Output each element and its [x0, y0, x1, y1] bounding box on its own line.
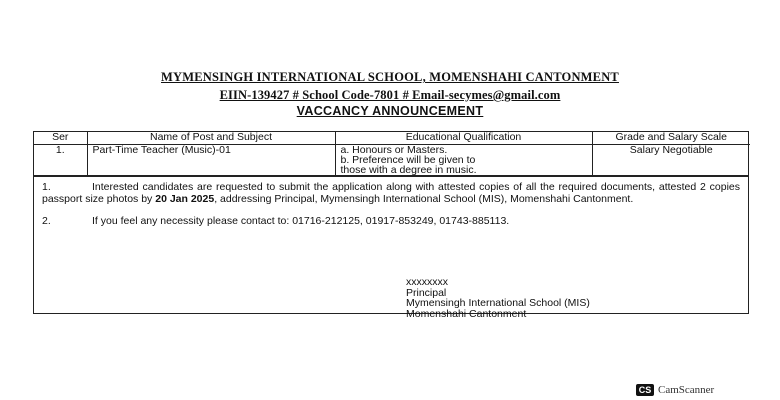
school-name-heading: MYMENSINGH INTERNATIONAL SCHOOL, MOMENSHAHI CANTONMENT [161, 70, 619, 84]
cell-qualification [335, 145, 592, 176]
qualification-b-line2: those with a degree in music. [340, 164, 477, 176]
signature-role: Principal [406, 286, 447, 299]
qualification-b-line1: b. Preference will be given to [340, 154, 476, 166]
camscanner-text: CamScanner [658, 384, 715, 396]
cell-grade: Salary Negotiable [592, 145, 750, 176]
header-qualification: Educational Qualification [335, 132, 592, 145]
signature-name: xxxxxxxx [406, 276, 448, 288]
announcement-title: VACCANCY ANNOUNCEMENT [296, 104, 484, 118]
signature-place: Momenshahi Cantonment [406, 307, 527, 320]
camscanner-watermark [636, 384, 714, 396]
signature-org: Mymensingh International School (MIS) [406, 297, 590, 309]
qualification-a: a. Honours or Masters. [340, 144, 448, 156]
cell-post: Part-Time Teacher (Music)-01 [87, 145, 335, 176]
table-row [34, 145, 750, 176]
note-1-deadline: 20 Jan 2025 [155, 192, 215, 205]
note-2-text: If you feel any necessity please contact to: 01716-212125, 01917-853249, 01743-885113. [92, 215, 510, 227]
signature-block [406, 277, 590, 319]
vacancy-table [33, 131, 749, 176]
school-codes-line: EIIN-139427 # School Code-7801 # Email-secymes@gmail.com [219, 88, 561, 102]
notes-box [33, 176, 749, 314]
note-1-text-end: , addressing Principal, Mymensingh International School (MIS), Momenshahi Cantonment. [214, 192, 634, 205]
note-1-number: 1. [42, 181, 51, 193]
header-ser: Ser [34, 132, 87, 145]
cell-ser: 1. [34, 145, 87, 176]
camscanner-logo-icon: CS [636, 384, 654, 396]
header-grade: Grade and Salary Scale [592, 132, 750, 145]
note-1-text-start: Interested candidates are requested to submit the application along with attested copies of all the required documents, attested 2 copies passport size photos by [42, 181, 740, 205]
table-header-row [34, 132, 750, 145]
note-1 [42, 182, 740, 205]
note-2-number: 2. [42, 215, 51, 227]
header-post: Name of Post and Subject [87, 132, 335, 145]
note-2 [42, 216, 740, 228]
